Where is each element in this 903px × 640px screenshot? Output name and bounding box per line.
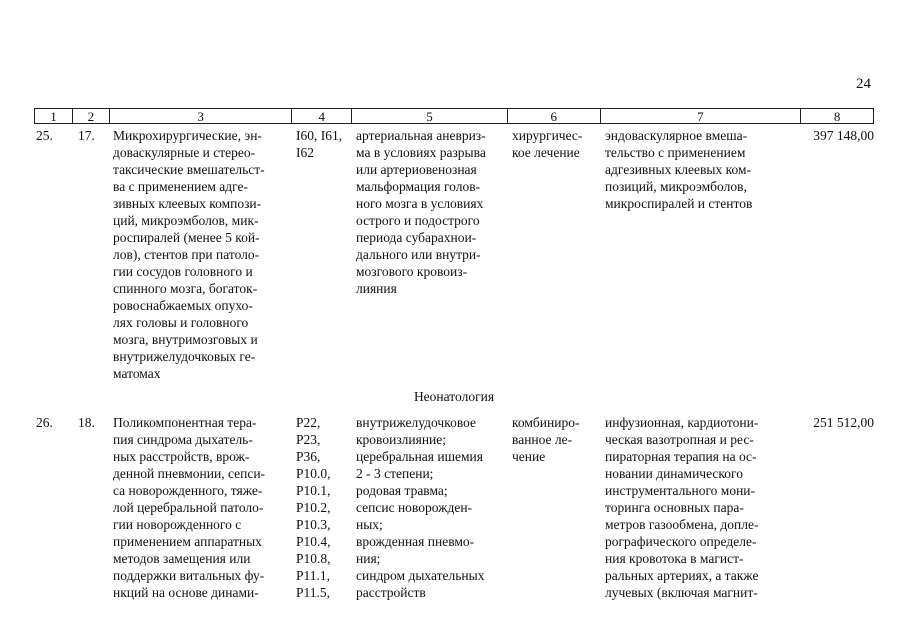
medical-care-table [34,108,874,601]
column-number-2: 2 [73,109,110,123]
page-number: 24 [856,76,871,92]
column-number-4: 4 [292,109,352,123]
treatment-method: эндоваскулярное вмеша- тельство с применением адгезивных клеевых ком- позиций, микроэмболов, микроспиралей и стентов [605,128,753,211]
care-type-name: Микрохирургические, эн- доваскулярные и стерео- таксические вмешательст- ва с применением адге- зивных клеевых компози- ций, микроэмболов, мик- роспиралей (менее 5 кой- лов), стентов при патоло- гии сосудов головного и спинного мозга, богаток- ровоснабжаемых опухо- лях головы и головного мозга, внутримозговых и внутрижелудочковых ге- матомах [113,128,265,381]
cost-value: 251 512,00 [813,415,874,430]
row-number: 25. [36,128,53,143]
column-number-8: 8 [833,109,841,124]
table-header-row [34,108,874,124]
treatment-method: инфузионная, кардиотони- ческая вазотропная и рес- пираторная терапия на ос- новании динамического инструментального мони- торинга основных пара- метров газообмена, допле- рографического определе- ния кровотока в магист- ральных артериях, а также лучевых (включая магнит- [605,415,759,600]
treatment-type: хирургичес- кое лечение [512,128,583,160]
patient-model: внутрижелудочковое кровоизлияние; церебральная ишемия 2 - 3 степени; родовая травма; сепсис новорожден- ных; врожденная пневмо- ния; синдром дыхательных расстройств [356,415,485,600]
column-number-1: 1 [35,109,73,123]
group-number: 18. [78,415,95,430]
treatment-type: комбиниро- ванное ле- чение [512,415,580,464]
column-number-7: 7 [601,109,802,123]
group-number: 17. [78,128,95,143]
column-number-3: 3 [110,109,293,123]
icd-codes: P22, P23, P36, P10.0, P10.1, P10.2, P10.3, P10.4, P10.8, P11.1, P11.5, [296,415,331,600]
row-number: 26. [36,415,53,430]
icd-codes: I60, I61, I62 [296,128,343,160]
section-title: Неонатология [413,389,495,404]
cost-value: 397 148,00 [813,128,874,143]
care-type-name: Поликомпонентная тера- пия синдрома дыхатель- ных расстройств, врож- денной пневмонии, сепси- са новорожденного, тяже- лой церебральной патоло- гии новорожденного с применением аппаратных методов замещения или поддержки витальных фу- нкций на основе динами- [113,415,266,600]
column-number-5: 5 [352,109,508,123]
patient-model: артериальная аневриз- ма в условиях разрыва или артериовенозная мальформация голов- ного мозга в условиях острого и подострого периода субарахнои- дального или внутри- мозгового кровоиз- лияния [356,128,486,296]
column-number-6: 6 [508,109,601,123]
table-row [34,411,874,601]
table-row [34,124,874,382]
